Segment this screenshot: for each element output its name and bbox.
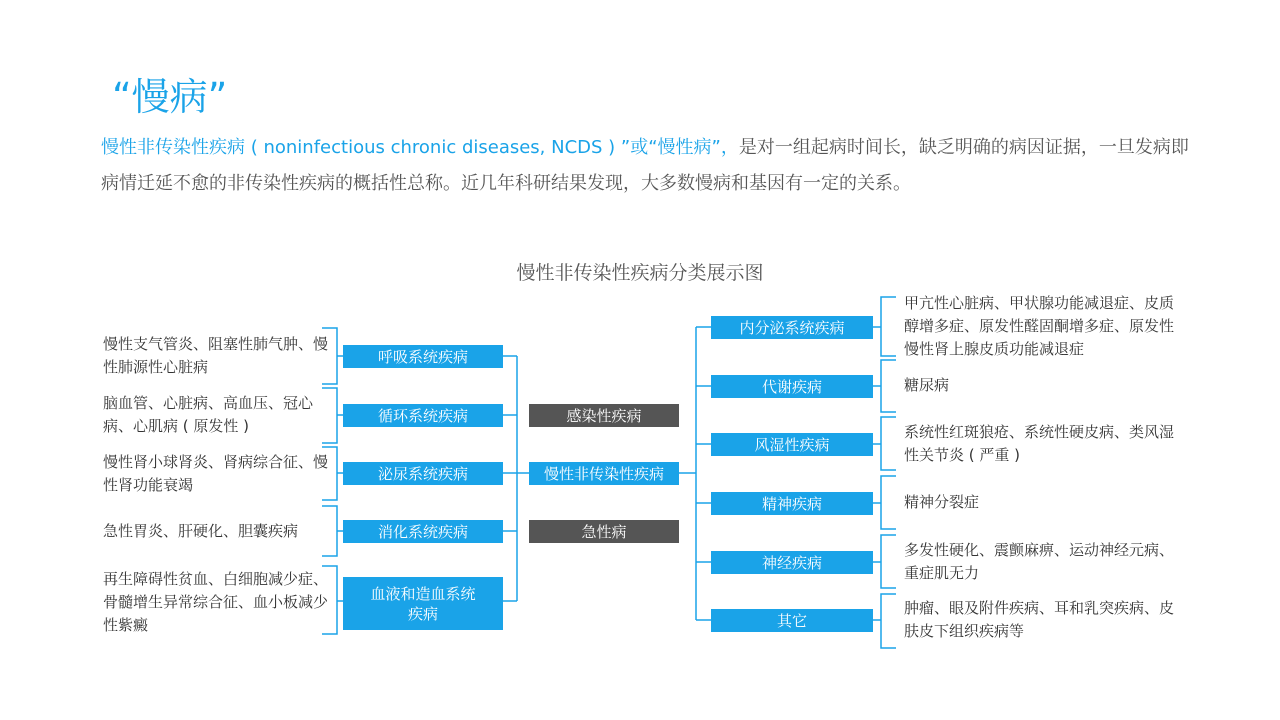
- right-examples: 多发性硬化、震颤麻痹、运动神经元病、重症肌无力: [904, 541, 1175, 582]
- infectious-disease-box: 感染性疾病: [529, 404, 679, 427]
- intro-text: 是对一组起病时间长，缺乏明确的病因证据，一旦发病即病情迁延不愈的非传染性疾病的概括性总称。近几年科研结果发现，大多数慢病和基因有一定的关系。: [101, 137, 1189, 194]
- right-category-box: 风湿性疾病: [711, 433, 873, 456]
- left-category-box: 泌尿系统疾病: [343, 462, 503, 485]
- left-category-box: 消化系统疾病: [343, 520, 503, 543]
- right-category-box: 神经疾病: [711, 551, 873, 574]
- left-category-box: 血液和造血系统疾病: [343, 577, 503, 630]
- tree-right: [679, 327, 711, 620]
- left-examples: 慢性支气管炎、阻塞性肺气肿、慢性肺源性心脏病: [103, 335, 329, 376]
- right-category-box: 精神疾病: [711, 492, 873, 515]
- right-examples: 精神分裂症: [904, 493, 980, 511]
- bracket-right-3: [873, 417, 896, 470]
- right-category-box: 内分泌系统疾病: [711, 316, 873, 339]
- right-examples: 肿瘤、眼及附件疾病、耳和乳突疾病、皮肤皮下组织疾病等: [904, 599, 1175, 640]
- diagram-title: 慢性非传染性疾病分类展示图: [516, 262, 764, 284]
- bracket-right-5: [873, 535, 896, 588]
- page-title: “慢病”: [112, 75, 228, 119]
- left-examples: 慢性肾小球肾炎、肾病综合征、慢性肾功能衰竭: [103, 453, 329, 494]
- right-examples: 系统性红斑狼疮、系统性硬皮病、类风湿性关节炎 ( 严重 ): [904, 423, 1175, 464]
- left-examples: 再生障碍性贫血、白细胞减少症、骨髓增生异常综合征、血小板减少性紫癜: [103, 570, 329, 634]
- acute-disease-box: 急性病: [529, 520, 679, 543]
- left-examples: 脑血管、心脏病、高血压、冠心病、心肌病 ( 原发性 ): [103, 394, 314, 435]
- intro-highlight: 慢性非传染性疾病 ( noninfectious chronic diseases, NCDS ) ”或“慢性病”，: [101, 137, 739, 158]
- left-category-box: 循环系统疾病: [343, 404, 503, 427]
- right-category-box: 代谢疾病: [711, 375, 873, 398]
- bracket-right-6: [873, 594, 896, 648]
- bracket-right-2: [873, 360, 896, 412]
- right-examples: 甲亢性心脏病、甲状腺功能减退症、皮质醇增多症、原发性醛固酮增多症、原发性慢性肾上腺皮质功能减退症: [904, 294, 1175, 358]
- bracket-right-4: [873, 476, 896, 529]
- left-category-box: 呼吸系统疾病: [343, 345, 503, 368]
- right-category-box: 其它: [711, 609, 873, 632]
- left-examples: 急性胃炎、肝硬化、胆囊疾病: [103, 522, 299, 540]
- bracket-right-1: [873, 297, 896, 356]
- center-box: 慢性非传染性疾病: [529, 462, 679, 485]
- tree-left: [503, 356, 529, 601]
- right-examples: 糖尿病: [904, 376, 950, 394]
